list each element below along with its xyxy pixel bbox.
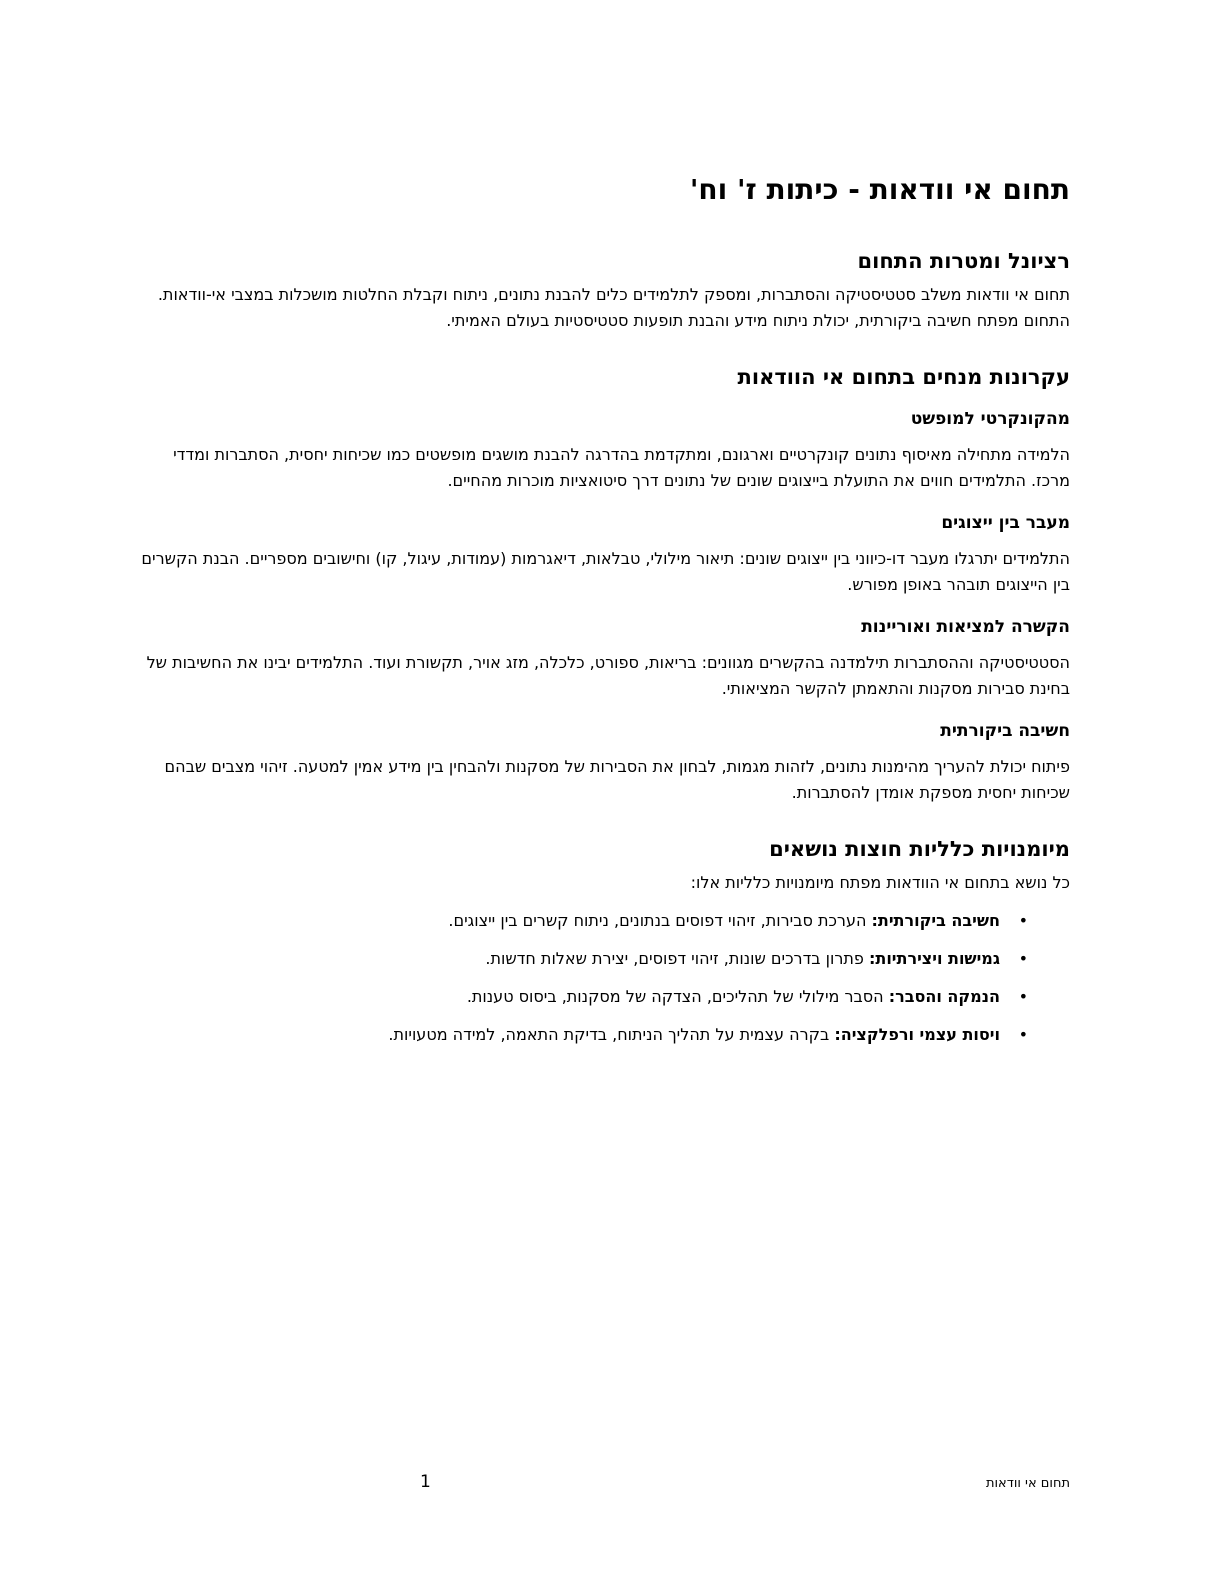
list-item xyxy=(140,984,1028,1010)
bullet-icon: • xyxy=(1018,987,1028,1006)
skill-name: גמישות ויצירתיות: xyxy=(868,949,1000,968)
principle-paragraph: הלמידה מתחילה מאיסוף נתונים קונקרטיים וארגונם, ומתקדמת בהדרגה להבנת מושגים מופשטים כמו שכיחות יחסית, הסתברות ומדדי מרכז. התלמידים חווים את התועלת בייצוגים שונים של נתונים דרך סיטואציות מוכרות מהחיים. xyxy=(173,445,1070,490)
rationale-heading: רציונל ומטרות התחום xyxy=(857,249,1070,273)
principle-paragraph: הסטטיסטיקה וההסתברות תילמדנה בהקשרים מגוונים: בריאות, ספורט, כלכלה, מזג אויר, תקשורת ועוד. התלמידים יבינו את החשיבות של בחינת סבירות מסקנות והתאמתן להקשר המציאותי. xyxy=(146,653,1070,698)
skill-description: פתרון בדרכים שונות, זיהוי דפוסים, יצירת שאלות חדשות. xyxy=(485,949,869,968)
principle-paragraph: פיתוח יכולת להעריך מהימנות נתונים, לזהות מגמות, לבחון את הסבירות של מסקנות ולהבחין בין מידע אמין למטעה. זיהוי מצבים שבהם שכיחות יחסית מספקת אומדן להסתברות. xyxy=(164,757,1070,802)
footer-title: תחום אי וודאות xyxy=(985,1476,1070,1491)
bullet-icon: • xyxy=(1018,949,1028,968)
principle-heading: חשיבה ביקורתית xyxy=(940,721,1070,741)
skill-name: ויסות עצמי ורפלקציה: xyxy=(834,1025,1000,1044)
principle-heading: מעבר בין ייצוגים xyxy=(941,513,1070,533)
page-number: 1 xyxy=(420,1472,431,1492)
skill-name: חשיבה ביקורתית: xyxy=(871,911,1000,930)
principle-heading: הקשרה למציאות ואוריינות xyxy=(861,617,1070,637)
skills-list xyxy=(140,908,1070,1048)
skill-description: הערכת סבירות, זיהוי דפוסים בנתונים, ניתוח קשרים בין ייצוגים. xyxy=(448,911,872,930)
skill-description: בקרה עצמית על תהליך הניתוח, בדיקת התאמה, למידה מטעויות. xyxy=(388,1025,835,1044)
skills-heading: מיומנויות כלליות חוצות נושאים xyxy=(769,837,1070,861)
page-title: תחום אי וודאות - כיתות ז' וח' xyxy=(689,173,1070,206)
principles-heading: עקרונות מנחים בתחום אי הוודאות xyxy=(737,365,1070,389)
document-body xyxy=(140,168,1070,1060)
principle-heading: מהקונקרטי למופשט xyxy=(910,409,1070,429)
list-item xyxy=(140,946,1028,972)
list-item xyxy=(140,1022,1028,1048)
bullet-icon: • xyxy=(1018,911,1028,930)
principle-paragraph: התלמידים יתרגלו מעבר דו-כיווני בין ייצוגים שונים: תיאור מילולי, טבלאות, דיאגרמות (עמודות, עיגול, קו) וחישובים מספריים. הבנת הקשרים בין הייצוגים תובהר באופן מפורש. xyxy=(141,549,1070,594)
skill-name: הנמקה והסבר: xyxy=(888,987,1000,1006)
skill-description: הסבר מילולי של תהליכים, הצדקה של מסקנות, ביסוס טענות. xyxy=(466,987,889,1006)
rationale-paragraph: תחום אי וודאות משלב סטטיסטיקה והסתברות, ומספק לתלמידים כלים להבנת נתונים, ניתוח וקבלת החלטות מושכלות במצבי אי-וודאות. התחום מפתח חשיבה ביקורתית, יכולת ניתוח מידע והבנת תופעות סטטיסטיות בעולם האמיתי. xyxy=(157,285,1070,330)
skills-intro: כל נושא בתחום אי הוודאות מפתח מיומנויות כלליות אלו: xyxy=(690,873,1070,892)
bullet-icon: • xyxy=(1018,1025,1028,1044)
list-item xyxy=(140,908,1028,934)
